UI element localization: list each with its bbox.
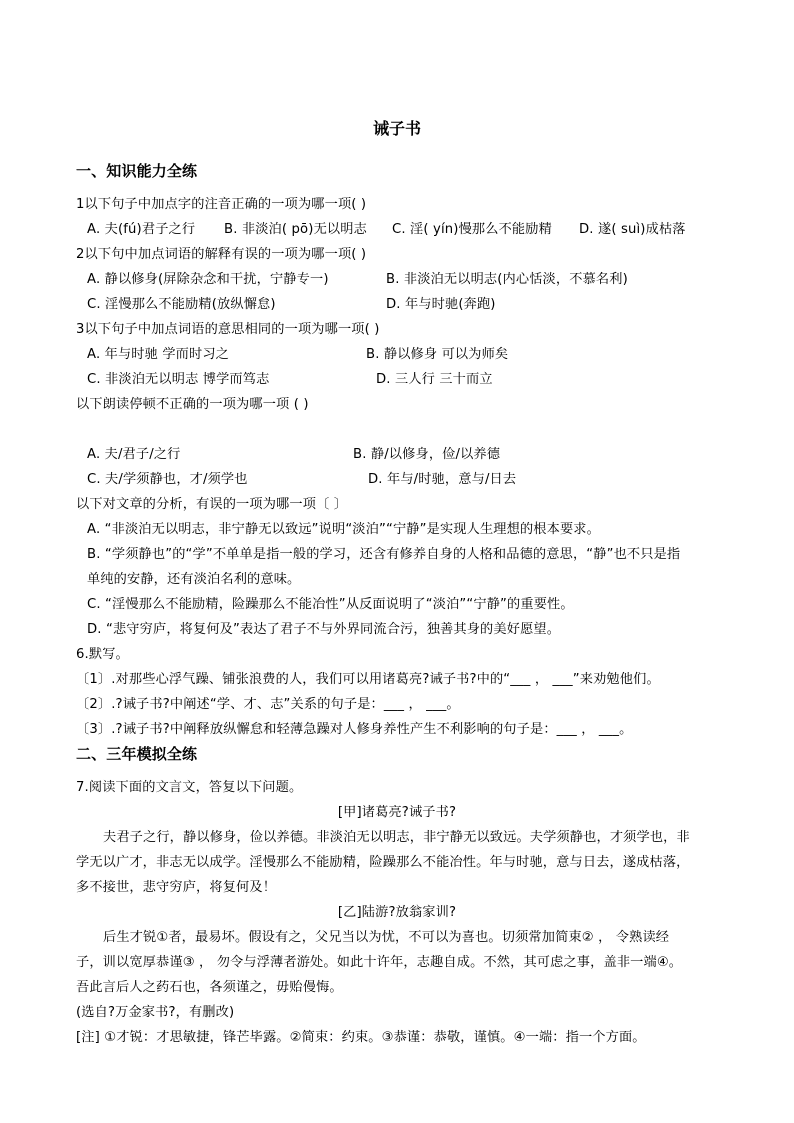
passage-yi-line-2: 子，训以宽厚恭谨③ ， 勿令与浮薄者游处。如此十许年，志趣自成。不然，其可虑之事，盖非一端④。 <box>76 955 683 970</box>
question-4-option-b: B. 静/以修身，俭/以养德 <box>353 447 501 462</box>
passage-source: (选自?万金家书?，有删改) <box>76 1005 235 1020</box>
question-3-option-d: D. 三人行 三十而立 <box>376 372 493 387</box>
question-5-option-d: D. “悲守穷庐，将复何及”表达了君子不与外界同流合污，独善其身的美好愿望。 <box>87 622 561 637</box>
passage-jia-line-1: 夫君子之行，静以修身，俭以养德。非淡泊无以明志，非宁静无以致远。夫学须静也，才须学也，非 <box>103 830 690 845</box>
question-3-option-a: A. 年与时驰 学而时习之 <box>87 347 230 362</box>
passage-jia-line-3: 多不接世，悲守穷庐，将复何及！ <box>76 880 277 895</box>
passage-jia-line-2: 学无以广才，非志无以成学。淫慢那么不能励精，险躁那么不能冶性。年与时驰，意与日去，遂成枯落， <box>76 855 690 870</box>
question-6-stem: 6.默写。 <box>76 647 129 662</box>
question-2-option-b: B. 非淡泊无以明志(内心恬淡，不慕名利) <box>386 272 628 287</box>
question-6-part-1: 〔1〕.对那些心浮气躁、铺张浪费的人，我们可以用诸葛亮?诫子书?中的“___ ， ___”来劝勉他们。 <box>76 672 660 687</box>
question-5-option-c: C. “淫慢那么不能励精，险躁那么不能冶性”从反面说明了“淡泊”“宁静”的重要性。 <box>87 597 574 612</box>
question-1-option-a: A. 夫(fú)君子之行 <box>87 222 196 237</box>
question-4-stem: 以下朗读停顿不正确的一项为哪一项 ( ) <box>76 397 309 412</box>
question-5-stem: 以下对文章的分析，有误的一项为哪一项〔 〕 <box>76 497 348 512</box>
question-1-option-b: B. 非淡泊( pō)无以明志 <box>224 222 367 237</box>
question-4-option-c: C. 夫/学须静也，才/须学也 <box>87 472 248 487</box>
passage-jia-title: [甲]诸葛亮?诫子书? <box>337 805 457 820</box>
question-4-option-a: A. 夫/君子/之行 <box>87 447 181 462</box>
question-5-option-b-line2: 单纯的安静，还有淡泊名利的意味。 <box>87 572 301 587</box>
passage-yi-line-3: 吾此言后人之药石也，各须谨之，毋贻僈悔。 <box>76 980 343 995</box>
page-title: 诫子书 <box>372 119 421 138</box>
question-3-option-b: B. 静以修身 可以为师矣 <box>366 347 509 362</box>
passage-yi-line-1: 后生才锐①者，最易坏。假设有之，父兄当以为忧，不可以为喜也。切须常加简束② ， 令熟读经 <box>103 930 670 945</box>
question-1-option-c: C. 淫( yín)慢那么不能励精 <box>392 222 552 237</box>
question-2-option-a: A. 静以修身(屏除杂念和干扰，宁静专一) <box>87 272 329 287</box>
question-7-stem: 7.阅读下面的文言文，答复以下问题。 <box>76 780 303 795</box>
question-2-stem: 2以下句中加点词语的解释有误的一项为哪一项( ) <box>76 247 367 262</box>
question-4-option-d: D. 年与/时驰，意与/日去 <box>368 472 517 487</box>
question-5-option-b-line1: B. “学须静也”的“学”不单单是指一般的学习，还含有修养自身的人格和品德的意思，“静”也不只是指 <box>87 547 681 562</box>
passage-yi-title: [乙]陆游?放翁家训? <box>337 905 457 920</box>
question-5-option-a: A. “非淡泊无以明志，非宁静无以致远”说明“淡泊”“宁静”是实现人生理想的根本要求。 <box>87 522 600 537</box>
question-2-option-d: D. 年与时驰(奔跑) <box>386 297 496 312</box>
question-6-part-2: 〔2〕.?诫子书?中阐述“学、才、志”关系的句子是：___ ， ___。 <box>76 697 460 712</box>
question-1-option-d: D. 遂( suì)成枯落 <box>579 222 686 237</box>
question-3-stem: 3以下句子中加点词语的意思相同的一项为哪一项( ) <box>76 322 380 337</box>
passage-notes: [注] ①才锐：才思敏捷，锋芒毕露。②简束：约束。③恭谨：恭敬，谨慎。④一端：指一个方面。 <box>76 1030 646 1045</box>
question-6-part-3: 〔3〕.?诫子书?中阐释放纵懈怠和轻薄急躁对人修身养性产生不利影响的句子是：___ ， ___。 <box>76 722 633 737</box>
question-2-option-c: C. 淫慢那么不能励精(放纵懈怠) <box>87 297 276 312</box>
question-3-option-c: C. 非淡泊无以明志 博学而笃志 <box>87 372 270 387</box>
section-heading-1: 一、知识能力全练 <box>76 162 198 180</box>
section-heading-2: 二、三年模拟全练 <box>76 745 198 763</box>
question-1-stem: 1以下句子中加点字的注音正确的一项为哪一项( ) <box>76 197 367 212</box>
